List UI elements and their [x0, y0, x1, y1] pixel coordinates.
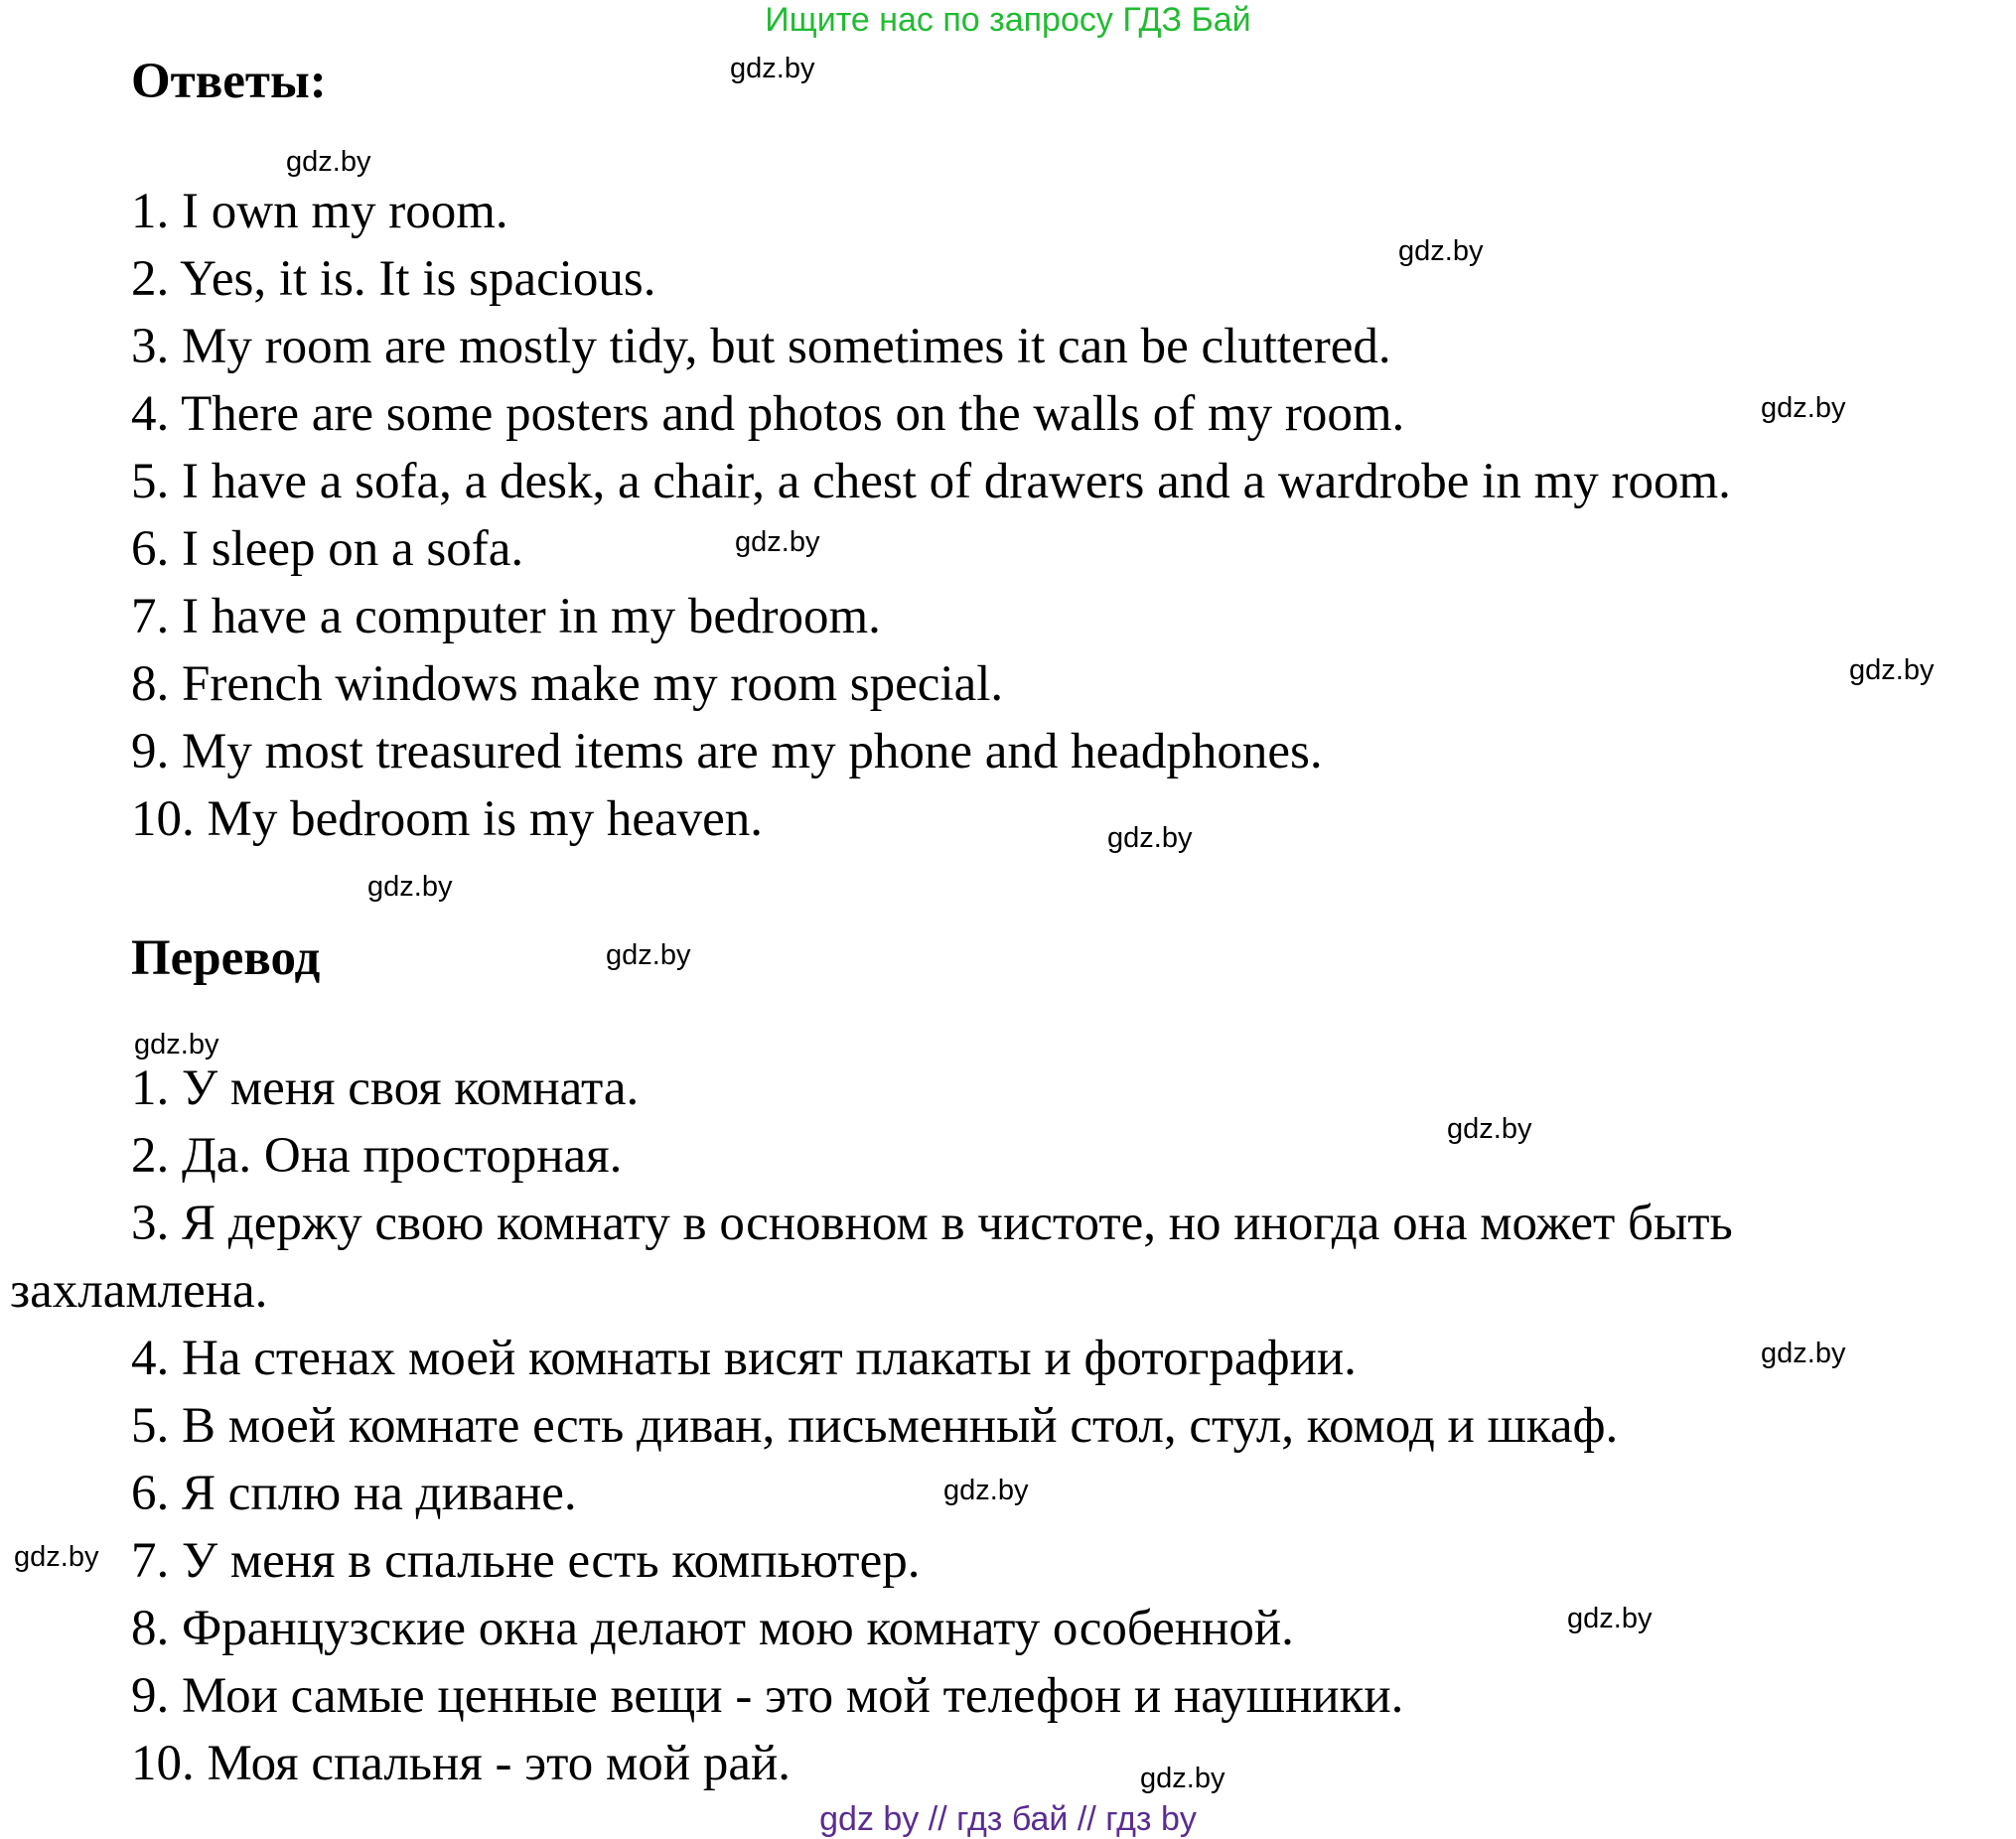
answer-line-1: 1. I own my room.: [131, 184, 508, 239]
watermark: gdz.by: [1398, 235, 1484, 267]
answer-line-2: 2. Yes, it is. It is spacious.: [131, 251, 656, 307]
answer-line-8: 8. French windows make my room special.: [131, 656, 1004, 712]
watermark: gdz.by: [134, 1029, 219, 1061]
watermark: gdz.by: [1761, 1338, 1846, 1369]
answer-line-6: 6. I sleep on a sofa.: [131, 521, 524, 577]
watermark: gdz.by: [735, 526, 820, 558]
answer-line-10: 10. My bedroom is my heaven.: [131, 791, 763, 847]
translation-line-9: 9. Мои самые ценные вещи - это мой телефон и наушники.: [131, 1668, 1404, 1724]
watermark: gdz.by: [1849, 654, 1935, 686]
translation-heading: Перевод: [131, 930, 321, 986]
watermark: gdz.by: [1107, 822, 1193, 854]
watermark: gdz.by: [14, 1541, 99, 1573]
watermark: gdz.by: [606, 939, 691, 971]
watermark: gdz.by: [1567, 1603, 1653, 1634]
answer-line-9: 9. My most treasured items are my phone and headphones.: [131, 724, 1323, 779]
answer-line-3: 3. My room are mostly tidy, but sometimes it can be cluttered.: [131, 319, 1391, 374]
watermark: gdz.by: [1447, 1113, 1532, 1145]
watermark: gdz.by: [1140, 1763, 1225, 1794]
translation-line-1: 1. У меня своя комната.: [131, 1061, 640, 1116]
watermark: gdz.by: [943, 1475, 1029, 1506]
watermark: gdz.by: [730, 53, 815, 84]
translation-line-8: 8. Французские окна делают мою комнату особенной.: [131, 1601, 1294, 1656]
watermark: gdz.by: [367, 871, 453, 903]
footer-links[interactable]: gdz by // гдз бай // гдз by: [819, 1800, 1197, 1838]
translation-line-2: 2. Да. Она просторная.: [131, 1128, 623, 1184]
watermark: gdz.by: [286, 146, 371, 178]
answers-heading: Ответы:: [131, 54, 327, 109]
translation-line-3: 3. Я держу свою комнату в основном в чистоте, но иногда она может быть: [131, 1196, 1733, 1251]
top-banner[interactable]: Ищите нас по запросу ГДЗ Бай: [765, 1, 1251, 39]
answer-line-7: 7. I have a computer in my bedroom.: [131, 589, 881, 644]
translation-line-4: 4. На стенах моей комнаты висят плакаты и фотографии.: [131, 1331, 1357, 1386]
translation-line-5: 5. В моей комнате есть диван, письменный стол, стул, комод и шкаф.: [131, 1398, 1619, 1454]
translation-line-7: 7. У меня в спальне есть компьютер.: [131, 1533, 921, 1589]
answer-line-5: 5. I have a sofa, a desk, a chair, a chest of drawers and a wardrobe in my room.: [131, 454, 1731, 509]
translation-line-3-continued: захламлена.: [10, 1263, 268, 1319]
translation-line-6: 6. Я сплю на диване.: [131, 1466, 577, 1521]
answer-line-4: 4. There are some posters and photos on the walls of my room.: [131, 386, 1405, 442]
translation-line-10: 10. Моя спальня - это мой рай.: [131, 1736, 792, 1791]
watermark: gdz.by: [1761, 392, 1846, 424]
